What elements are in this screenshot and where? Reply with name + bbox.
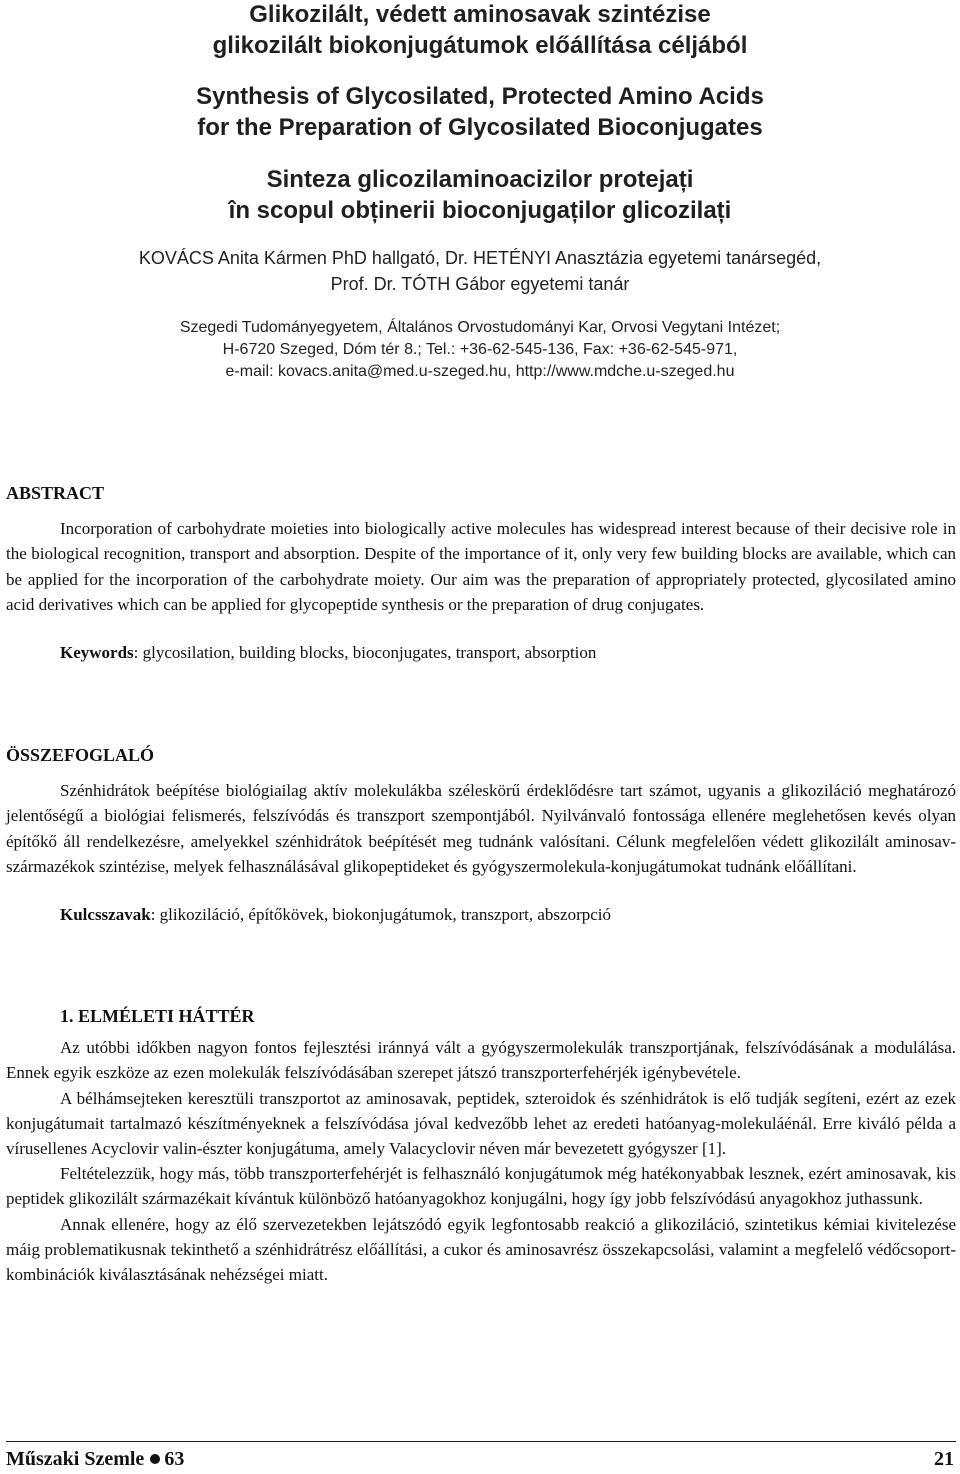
bullet-icon — [150, 1454, 160, 1464]
title-ro-line2: în scopul obținerii bioconjugaților glicozilați — [228, 197, 732, 224]
section1-paragraph2: A bélhámsejteken keresztüli transzportot az aminosavak, peptidek, szteroidok és szénhidrátok is elő tudják segíteni, ezért az ezek konjugátumait tartalmazó készítményeknek a felszívódása jóval kedvezőbb lehet az eredeti hatóanyag-molekuláénál. Erre kiváló példa a vírusellenes Acyclovir valin-észter konjugátuma, amely Valacyclovir néven már bevezetett gyógyszer [1]. — [6, 1088, 956, 1159]
section1-paragraph1: Az utóbbi időkben nagyon fontos fejlesztési iránnyá vált a gyógyszermolekulák transzportjának, felszívódásának a modulálása. Ennek egyik eszköze az ezen molekulák felszívódásában szerepet játszó transzporterfehérjék igénybevétele. — [6, 1038, 956, 1083]
section1 — [6, 1004, 956, 1287]
section1-heading: 1. ELMÉLETI HÁTTÉR — [60, 1006, 255, 1026]
title-en-line2: for the Preparation of Glycosilated Bioconjugates — [197, 114, 763, 141]
osszefoglalo-heading: ÖSSZEFOGLALÓ — [6, 745, 155, 765]
abstract-text: Incorporation of carbohydrate moieties into biologically active molecules has widespread interest because of their decisive role in the biological recognition, transport and absorption. Despite of the importance of it, only very few building blocks are available, which can be applied for the incorporation of the carbohydrate moiety. Our aim was the preparation of appropriately protected, glycosilated amino acid derivatives which can be applied for glycopeptide synthesis or the preparation of drug conjugates. — [6, 519, 956, 614]
kulcsszavak-text: : glikoziláció, építőkövek, biokonjugátumok, transzport, abszorpció — [150, 905, 611, 925]
authors-line2: Prof. Dr. TÓTH Gábor egyetemi tanár — [330, 274, 630, 294]
abstract-keywords — [6, 640, 956, 665]
section1-paragraph3: Feltételezzük, hogy más, több transzporterfehérjét is felhasználó konjugátumok még hatékonyabbak lesznek, ezért aminosavak, kis peptidek glikozilált származékait kívántuk különböző hatóanyagokhoz konjugálni, hogy így jobb felszívódású anyagokhoz juthassunk. — [6, 1164, 956, 1209]
title-hu-line2: glikozilált biokonjugátumok előállítása céljából — [212, 32, 748, 59]
journal-name: Műszaki Szemle — [6, 1448, 145, 1470]
journal-issue: 63 — [164, 1448, 185, 1470]
title-ro-line1: Sinteza glicozilaminoacizilor protejați — [266, 166, 694, 193]
abstract-section — [6, 481, 956, 665]
title-hu-line1: Glikozilált, védett aminosavak szintézise — [249, 1, 711, 28]
page-number: 21 — [934, 1448, 954, 1470]
authors-line1: KOVÁCS Anita Kármen PhD hallgató, Dr. HETÉNYI Anasztázia egyetemi tanársegéd, — [138, 248, 822, 268]
footer-divider — [6, 1441, 956, 1442]
keywords-label: Keywords — [60, 643, 134, 663]
kulcsszavak-label: Kulcsszavak — [60, 905, 151, 925]
section1-paragraph4: Annak ellenére, hogy az élő szervezetekben lejátszódó egyik legfontosabb reakció a glikoziláció, szintetikus kémiai kivitelezése máig problematikusnak tekinthető a szénhidrátrész előállítási, a cukor és aminosavrész összekapcsolási, valamint a megfelelő védőcsoport-kombinációk kiválasztásának nehézségei miatt. — [6, 1214, 956, 1285]
osszefoglalo-text: Szénhidrátok beépítése biológiailag aktív molekulákba széleskörű érdeklődésre tart számot, ugyanis a glikoziláció meghatározó jelentőségű a biológiai felismerés, felszívódás és transzport szempontjából. Nyilvánvaló fontossága ellenére meglehetősen kevés olyan építőkő áll rendelkezésre, amelyekkel szénhidrátok beépítését meg tudnánk valósítani. Célunk megfelelően védett glikozilált aminosav-származékok szintézise, melyek felhasználásával glikopeptideket és gyógyszermolekula-konjugátumokat tudnánk előállítani. — [6, 781, 956, 876]
abstract-heading: ABSTRACT — [6, 483, 105, 503]
affiliation-line2: H-6720 Szeged, Dóm tér 8.; Tel.: +36-62-545-136, Fax: +36-62-545-971, — [222, 341, 738, 358]
osszefoglalo-keywords — [6, 902, 956, 927]
affiliation-line1: Szegedi Tudományegyetem, Általános Orvostudományi Kar, Orvosi Vegytani Intézet; — [179, 319, 781, 336]
title-en-line1: Synthesis of Glycosilated, Protected Amino Acids — [196, 83, 764, 110]
affiliation-line3: e-mail: kovacs.anita@med.u-szeged.hu, http://www.mdche.u-szeged.hu — [225, 363, 735, 380]
keywords-text: : glycosilation, building blocks, bioconjugates, transport, absorption — [133, 643, 597, 663]
footer-journal — [6, 1448, 184, 1471]
osszefoglalo-section — [6, 743, 956, 927]
